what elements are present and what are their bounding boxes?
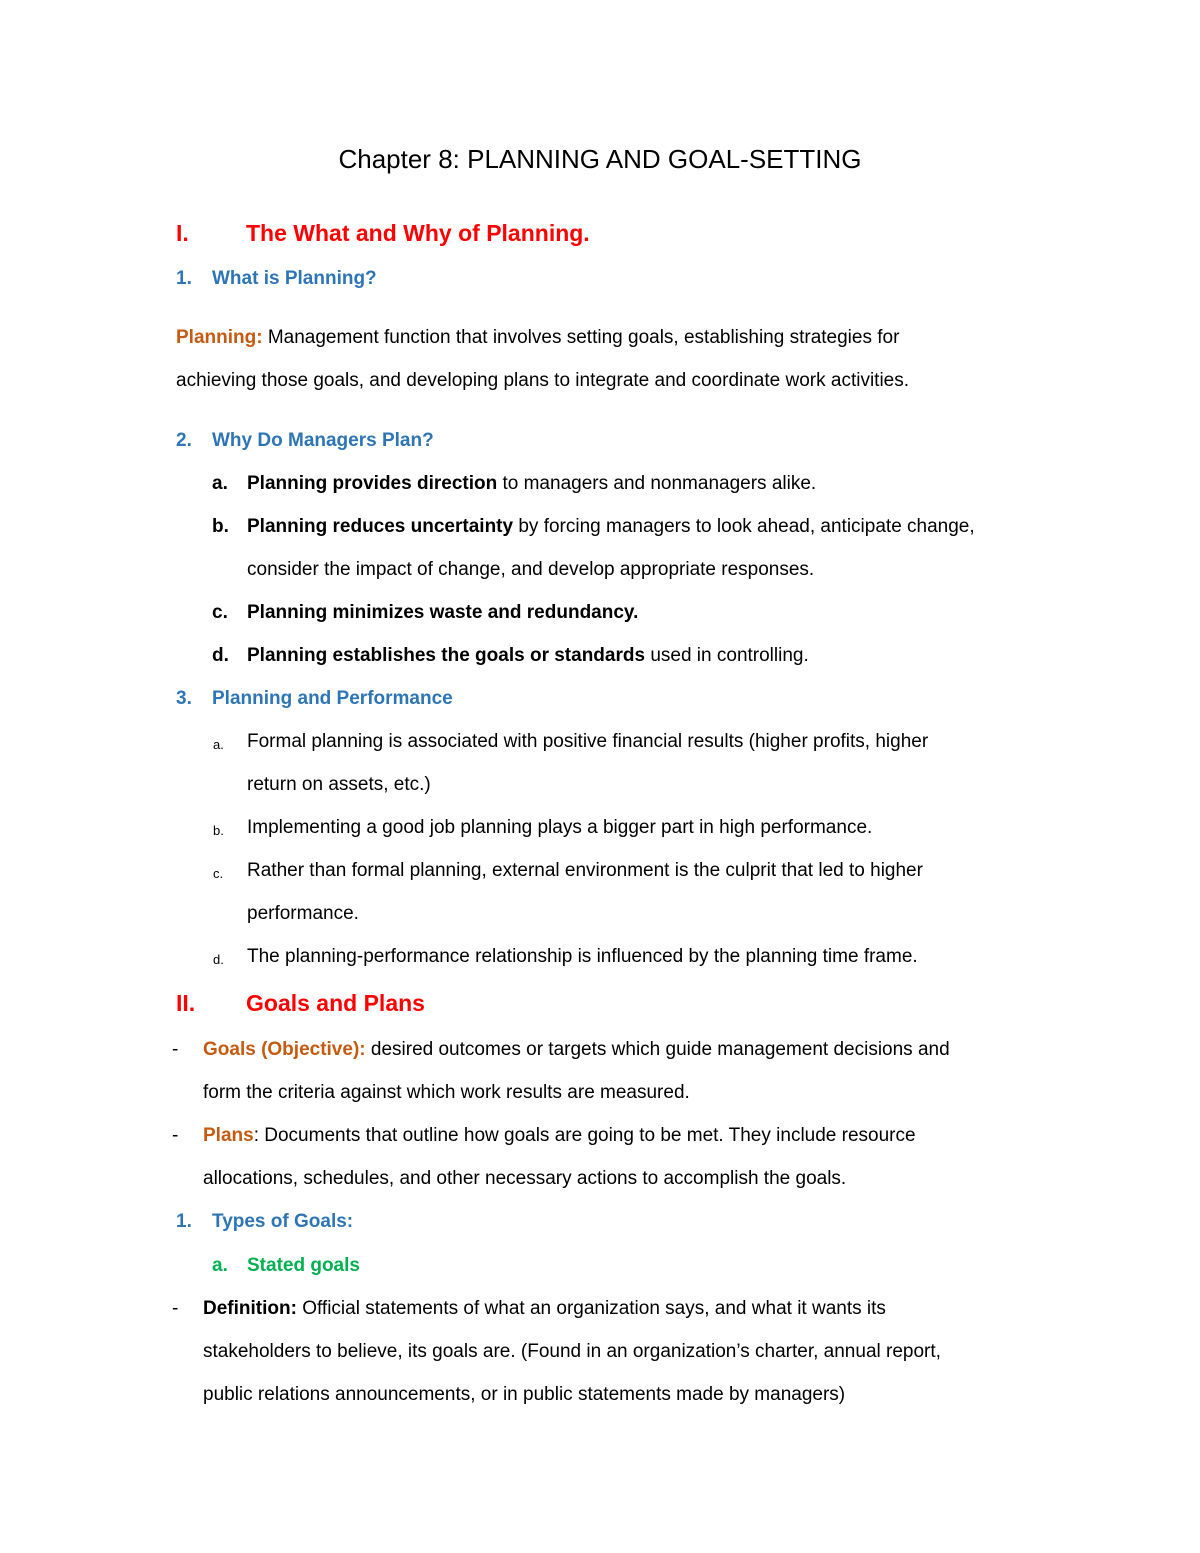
list-marker: a.: [213, 737, 224, 752]
list-marker: b.: [213, 823, 224, 838]
planning-definition-text: Management function that involves setting goals, establishing strategies for: [262, 327, 900, 348]
subsection-3-number: 3.: [176, 688, 192, 709]
plans-definition-text: : Documents that outline how goals are going to be met. They include resource: [253, 1125, 916, 1146]
list-item-bold: Planning establishes the goals or standards: [247, 645, 646, 666]
section-2-heading: Goals and Plans: [246, 990, 425, 1016]
list-item-bold: Planning reduces uncertainty: [247, 516, 514, 537]
plans-definition-line-2: allocations, schedules, and other necessary actions to accomplish the goals.: [203, 1168, 847, 1189]
subsection-2-number: 2.: [176, 430, 192, 451]
list-item-continuation: return on assets, etc.): [247, 774, 431, 795]
list-item-continuation: performance.: [247, 903, 359, 924]
planning-term: Planning:: [176, 327, 263, 348]
list-item: [247, 516, 975, 538]
subsection-types-heading: Types of Goals:: [212, 1211, 354, 1232]
definition-term: Definition:: [203, 1298, 297, 1319]
section-2-number: II.: [176, 990, 196, 1016]
list-marker: a.: [212, 473, 228, 494]
stated-goals-definition-line-1: [203, 1298, 886, 1320]
list-item-text: by forcing managers to look ahead, anticipate change,: [513, 516, 975, 537]
bullet-dash: -: [172, 1125, 179, 1146]
list-marker: c.: [212, 602, 228, 623]
plans-definition-line-1: [203, 1125, 916, 1147]
stated-goals-definition-line-3: public relations announcements, or in public statements made by managers): [203, 1384, 846, 1405]
list-marker: a.: [212, 1255, 228, 1276]
stated-goals-heading: Stated goals: [247, 1255, 360, 1276]
subsection-1-heading: What is Planning?: [212, 268, 377, 289]
goals-term: Goals (Objective):: [203, 1039, 366, 1060]
list-item: Formal planning is associated with positive financial results (higher profits, higher: [247, 731, 929, 752]
bullet-dash: -: [172, 1039, 179, 1060]
subsection-2-heading: Why Do Managers Plan?: [212, 430, 434, 451]
planning-definition-line-2: achieving those goals, and developing plans to integrate and coordinate work activities.: [176, 370, 910, 391]
subsection-3-heading: Planning and Performance: [212, 688, 453, 709]
list-item: Rather than formal planning, external environment is the culprit that led to higher: [247, 860, 923, 881]
bullet-dash: -: [172, 1298, 179, 1319]
list-marker: d.: [213, 952, 224, 967]
planning-definition-line-1: [176, 327, 899, 349]
goals-definition-line-2: form the criteria against which work results are measured.: [203, 1082, 690, 1103]
list-marker: b.: [212, 516, 229, 537]
list-item: [247, 645, 809, 667]
list-marker: d.: [212, 645, 229, 666]
subsection-types-number: 1.: [176, 1211, 192, 1232]
list-item: Implementing a good job planning plays a bigger part in high performance.: [247, 817, 873, 838]
definition-text: Official statements of what an organization says, and what it wants its: [296, 1298, 886, 1319]
subsection-1-number: 1.: [176, 268, 192, 289]
list-item-continuation: consider the impact of change, and develop appropriate responses.: [247, 559, 815, 580]
goals-definition-text: desired outcomes or targets which guide management decisions and: [365, 1039, 950, 1060]
section-1-number: I.: [176, 220, 189, 246]
stated-goals-definition-line-2: stakeholders to believe, its goals are. (Found in an organization’s charter, annual report,: [203, 1341, 941, 1362]
section-1-heading: The What and Why of Planning.: [246, 220, 590, 246]
list-item-bold: Planning provides direction: [247, 473, 498, 494]
list-item-text: to managers and nonmanagers alike.: [497, 473, 817, 494]
plans-term: Plans: [203, 1125, 254, 1146]
list-item: The planning-performance relationship is influenced by the planning time frame.: [247, 946, 918, 967]
list-item-text: used in controlling.: [645, 645, 809, 666]
list-item: Planning minimizes waste and redundancy.: [247, 602, 639, 623]
goals-definition-line-1: [203, 1039, 950, 1061]
page-title: Chapter 8: PLANNING AND GOAL-SETTING: [338, 144, 862, 174]
list-marker: c.: [213, 866, 224, 881]
list-item: [247, 473, 816, 495]
